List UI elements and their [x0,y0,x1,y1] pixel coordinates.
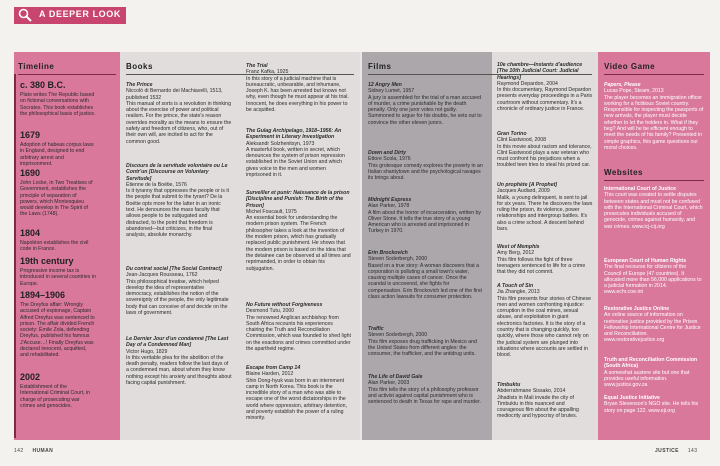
film-text: Malik, a young delinquent, is sent to jail for six years. There he discovers the laws ruling the prison, its violence, power relationships and intergroup battles. It's also a crime school. A descent behind bars. [497,194,593,233]
timeline-year: 2002 [20,372,41,382]
page-title: A DEEPER LOOK [39,9,121,19]
videogame-title: Papers, Please [604,82,641,88]
book-entry [246,365,352,422]
book-meta: Franz Kafka, 1925 [246,69,289,76]
book-text: In this story of a judicial machine that is bureaucratic, unbearable, and inhumane, Joseph K. has been arrested but knows not why, even though he must appear at his trial. Innocent, he does everything in his power to be acquitted. [246,75,349,114]
film-title: West of Memphis [497,244,540,250]
book-title: Surveiller et punir: Naissance de la prison [Discipline and Punish: The Birth of the Prison] [246,190,350,209]
film-entry [368,197,484,235]
footer-left [14,448,53,454]
timeline-year: c. 380 B.C. [20,80,66,90]
film-entry [368,82,484,126]
film-title: Gran Torino [497,131,527,137]
book-entry [126,163,232,239]
book-text: In this veritable plea for the abolition of the death penalty, readers follow the last days of a condemned man, about whom they know nothing except his anxiety and thoughts about facing capital punishment. [126,354,232,387]
timeline-text: The Dreyfus affair: Wrongly accused of espionage, Captain Alfred Dreyfus was sentenced to prison. The affair divided French society: Émile Zola, defending Dreyfus, published his famous J'Accuse…! Finally Dreyfus was declared innocent, acquitted, and rehabilitated. [20,302,95,359]
book-title: The Prince [126,82,153,88]
page-number-left: 142 [14,448,24,454]
book-text: A masterful book, written in secret, which denounces the system of prison repression established in the Soviet Union and which gives voice to the men and women imprisoned in it. [246,146,345,179]
videogame-text: The player becomes an immigration officer working for a fictitious Soviet country. Responsible for inspecting the passports of new arrivals, the player must decide whether to let the holders in. What if they beg? And will he be efficient enough to meet the needs of his family? Presented in simple graphics, this game questions our moral choices. [604,94,704,151]
film-title: The Life of David Gale [368,374,423,380]
film-text: Based on a true story: A woman discovers that a corporation is polluting a small town's water, causing multiple cases of cancer. Once the scandal is uncovered, she fights for compensation. Erin Brockovich led one of the first class action lawsuits for consumer protection. [368,262,482,301]
film-meta: Steven Soderbergh, 2000 [368,332,428,339]
film-meta: Jia Zhangke, 2013 [497,289,540,296]
books-heading: Books [126,62,153,71]
book-entry [126,336,232,386]
book-meta: Niccolò di Bernardo dei Machiavelli, 1513, published 1532 [126,88,223,101]
film-meta: Amy Berg, 2012 [497,250,535,257]
book-title: No Future without Forgiveness [246,302,323,308]
websites-heading: Websites [604,168,643,177]
magnifier-icon [18,8,32,22]
film-text: This film follows the fight of three teenagers sentenced to life for a crime that they did not commit. [497,256,586,276]
film-title: 12 Angry Men [368,82,402,88]
film-title: 10e chambre—Instants d'audience [The 10th Judicial Court: Judicial Hearings] [497,62,583,81]
film-text: In this movie about racism and tolerance, Clint Eastwood plays a war veteran who must confront his prejudices when a troubled teen tries to steal his prized car. [497,143,592,169]
book-title: The Gulag Archipelago, 1918–1956: An Experiment in Literary Investigation [246,128,342,141]
website-title: Equal Justice Initiative [604,395,660,401]
website-text: The final recourse for citizens of the Council of Europe (47 countries). It allocated more than 56,000 applications to a judicial formation in 2014. www.echr.coe.int [604,264,702,296]
film-entry [497,62,593,112]
book-meta: Michel Foucault, 1975 [246,208,297,215]
book-entry [246,128,352,178]
videogame-heading: Video Game [604,62,656,71]
timeline-year: 1690 [20,168,41,178]
book-meta: Étienne de la Boétie, 1576 [126,181,187,188]
book-meta: Blaine Harden, 2012 [246,371,294,378]
film-meta: Jacques Audiard, 2009 [497,188,550,195]
book-meta: Aleksandr Solzhenitsyn, 1973 [246,140,315,147]
book-text: The renowned Anglican archbishop from South Africa recounts his experiences chairing the Truth and Reconciliation Commission, which was founded to shed light on the exactions and crimes committed under the apartheid regime. [246,314,351,353]
website-entry [604,357,704,388]
timeline-text: Establishment of the International Criminal Court, in charge of prosecuting war crimes and genocides. [20,384,91,409]
film-entry [368,250,484,300]
website-entry [604,258,704,296]
film-entry [497,283,593,359]
section-name-right: JUSTICE [655,448,679,454]
film-entry [368,326,484,357]
film-text: This film tells the story of a philosophy professor and activist against capital punishment who is sentenced to death in Texas for rape and murder. [368,386,481,406]
book-entry [246,63,352,113]
film-text: A jury is assembled for the trial of a man accused of murder, a crime punishable by the death penalty. Only one juror votes not guilty. Summoned to argue for his doubts, he sets out to convince the other eleven jurors. [368,94,482,126]
website-entry [604,306,704,344]
timeline-year: 1894–1906 [20,290,66,300]
page-header [0,0,720,30]
page-gutter [360,52,362,440]
timeline-bar [14,74,16,438]
film-text: In this documentary, Raymond Depardon presents everyday proceedings in a Paris courtroom without commentary. It's a chronicle of ordinary justice in France. [497,87,593,113]
film-meta: Alan Parker, 2003 [368,380,410,387]
book-entry [126,82,232,145]
film-text: A film about the horror of incarceration, written by Oliver Stone. It tells the true story of a young American who is arrested and imprisoned in Turkey in 1970. [368,209,482,235]
book-title: Discours de la servitude volontaire ou Le Contr'un [Discourse on Voluntary Servitude] [126,163,228,182]
film-text: This film exposes drug trafficking in Mexico and the United States from different angles: the consumer, the trafficker, and the antidrug units. [368,338,477,358]
website-text: Bryan Stevenson's NGO site. He tells his story on page 122. www.eji.org [604,401,699,414]
film-meta: Raymond Depardon, 2004 [497,80,558,87]
timeline-text: Progressive income tax is introduced in several countries in Europe. [20,268,96,287]
book-title: Escape from Camp 14 [246,365,301,371]
film-entry [497,182,593,232]
film-meta: Alan Parker, 1978 [368,203,410,210]
website-title: International Court of Justice [604,186,677,192]
film-meta: Ettore Scola, 1976 [368,156,411,163]
book-meta: Victor Hugo, 1829 [126,348,168,355]
timeline-text: Plato writes The Republic based on fictional conversations with Socrates. This book establishes the philosophical basis of justice. [20,92,96,117]
website-entry [604,186,704,230]
book-text: An essential book for understanding the modern prison system. The French philosopher takes a look at the invention of the modern prison, which has gradually replaced public punishment. He shows that the modern prison is based on the idea that the detainee can be observed at all times and reprimanded, in order to obtain his subjugation. [246,215,351,272]
timeline-year: 1679 [20,130,41,140]
book-meta: Jean-Jacques Rousseau, 1762 [126,272,198,279]
film-meta: Clint Eastwood, 2008 [497,137,547,144]
website-title: Restorative Justice Online [604,306,670,312]
film-title: Erin Brockovich [368,250,408,256]
website-title: Truth and Reconciliation Commission (South Africa) [604,357,698,370]
timeline-year: 19th century [20,256,74,266]
videogame-meta: Lucas Pope, Steam, 2013 [604,88,664,95]
film-meta: Abderrahmane Sissako, 2014 [497,388,566,395]
film-entry [497,382,593,420]
film-text: This grotesque comedy explores the poverty in an Italian shantytown and the psychological ravages its brings about. [368,162,483,182]
film-text: Jihadists in Mali invade the city of Timbuktu in this nuanced and courageous film about the appalling mediocrity and hypocrisy of brutes. [497,394,579,420]
timeline-heading: Timeline [18,62,55,71]
timeline-text: John Locke, in Two Treatises of Government, establishes the principle of separation of powers, which Montesquieu would develop in The Spirit of the Laws (1748). [20,180,93,218]
timeline-text: Adoption of habeas corpus laws in England, designed to end arbitrary arrest and imprisonment. [20,142,94,167]
film-title: Un prophète [A Prophet] [497,182,558,188]
websites-rule [604,180,704,181]
book-entry [246,302,352,352]
book-title: Le Dernier Jour d'un condamné [The Last Day of a Condemned Man] [126,336,229,349]
book-entry [126,266,232,316]
section-name-left: HUMAN [32,448,54,454]
book-entry [246,190,352,272]
book-text: This manual of sorts is a revolution in thinking about the exercise of power and political realism. For the prince, the state's reason overrides morality as the means to ensure the safety and freedom of citizens, who, out of their own will, are incited to act for the common good. [126,100,232,145]
timeline-text: Napoléon establishes the civil code in France. [20,240,89,253]
book-title: Du contrat social [The Social Contract] [126,266,222,272]
page-number-right: 143 [687,448,698,454]
film-meta: Steven Soderbergh, 2000 [368,256,428,263]
website-text: A somewhat austere site but one that provides useful information. www.justice.gov.za [604,369,690,389]
film-meta: Sidney Lumet, 1957 [368,88,415,95]
film-title: Timbuktu [497,382,521,388]
film-entry [368,150,484,181]
videogame-rule [604,74,704,75]
film-entry [368,374,484,405]
film-title: A Touch of Sin [497,283,534,289]
film-title: Down and Dirty [368,150,407,156]
book-text: Is it tyranny that oppresses the people or is it the people that submit to the tyrant? De la Boétie opts more for the latter in an ironic text. He denounces the mass faculty that allows people to be subjugated and distracted, to the point that freedom is abandoned—but criticizes, in the final analysis, absolute monarchy. [126,188,229,239]
film-entry [497,131,593,169]
book-text: Shin Dong-hyuk was born in an internment camp in North Korea. This book is the incredible story of a man who was able to escape one of the worst dictatorships in the world where oppression, arbitrary detention, and poverty establish the power of a ruling minority. [246,377,347,422]
film-text: This film presents four stories of Chinese men and women confronting injustice: corruption in the coal mines, sexual abuse, and exploitation in giant electronics factories. It is the story of a country that is changing quickly, too quickly, where those who cannot rely on the judicial system are plunged into situations where accounts are settled in blood. [497,295,591,359]
website-title: European Court of Human Rights [604,258,687,264]
footer-right [655,448,697,454]
book-title: The Trial [246,63,268,69]
timeline-year: 1804 [20,228,41,238]
timeline-rule [18,74,116,75]
website-text: An online source of information on restorative justice provided by the Prison Fellowship International Centre for Justice and Reconciliation. www.restorativejustice.org [604,312,701,344]
film-entry [497,244,593,275]
videogame-entry [604,82,704,151]
films-heading: Films [368,62,392,71]
book-meta: Desmond Tutu, 2000 [246,308,295,315]
book-text: This philosophical treatise, which helped develop the idea of representative democracy, establishes the notion of the sovereignty of the people, the only legitimate body that can conceive of and decide on the laws of government. [126,278,229,317]
website-text: This court was created to settle disputes between states and must not be confused with the International Criminal Court, which prosecutes individuals accused of genocide, crimes against humanity, and war crimes. www.icj-cij.org [604,192,703,230]
film-title: Midnight Express [368,197,412,203]
film-title: Traffic [368,326,384,332]
website-entry [604,395,704,414]
